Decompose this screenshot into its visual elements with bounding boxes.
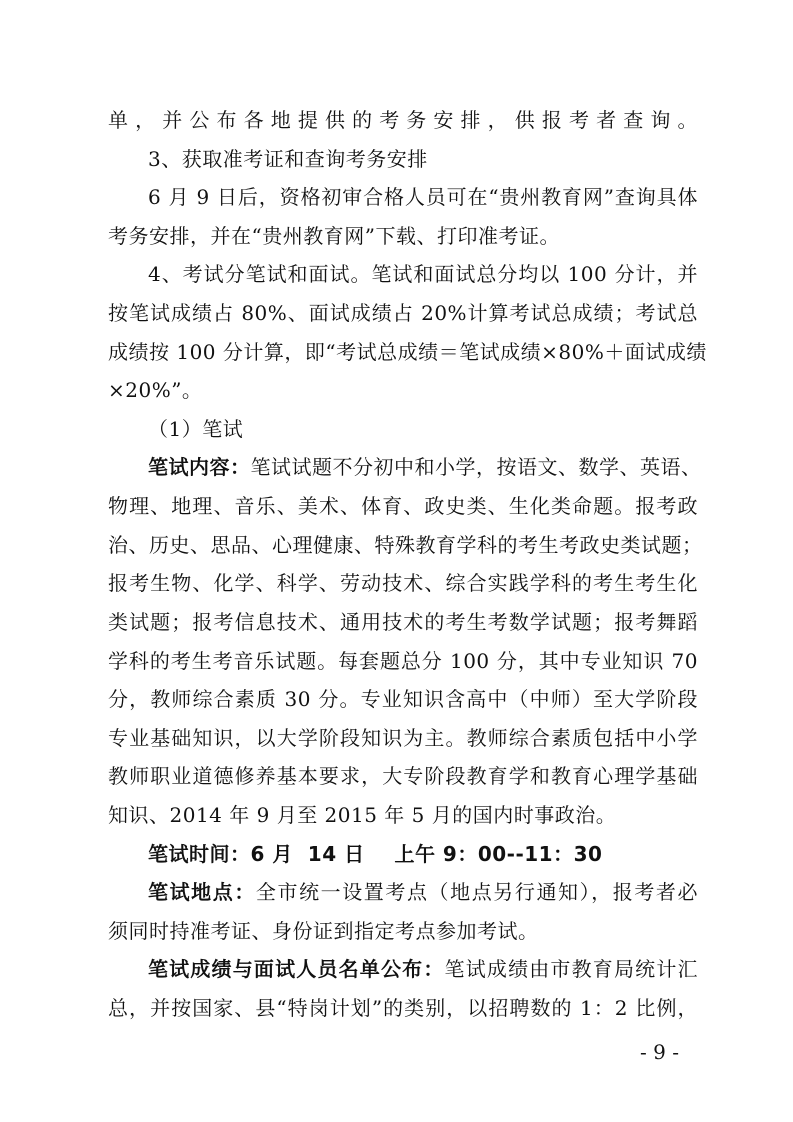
text-line: 成绩按 100 分计算，即“考试总成绩＝笔试成绩×80%＋面试成绩 bbox=[108, 340, 707, 364]
text-line: 分，教师综合素质 30 分。专业知识含高中（中师）至大学阶段 bbox=[108, 687, 698, 711]
text-line: 报考生物、化学、科学、劳动技术、综合实践学科的考生考生化 bbox=[108, 571, 698, 595]
bold-label: 笔试地点： bbox=[148, 880, 256, 904]
text-line: 6 月 9 日后，资格初审合格人员可在“贵州教育网”查询具体 bbox=[148, 185, 698, 209]
text-line: 单，并公布各地提供的考务安排，供报考者查询。 bbox=[108, 108, 698, 132]
text-line: 学科的考生考音乐试题。每套题总分 100 分，其中专业知识 70 bbox=[108, 649, 698, 673]
text-line: 总，并按国家、县“特岗计划”的类别，以招聘数的 1：2 比例， bbox=[108, 996, 698, 1020]
text-line: 按笔试成绩占 80%、面试成绩占 20%计算考试总成绩；考试总 bbox=[108, 301, 698, 325]
text-line: 物理、地理、音乐、美术、体育、政史类、生化类命题。报考政 bbox=[108, 494, 698, 518]
text-line: 知识、2014 年 9 月至 2015 年 5 月的国内时事政治。 bbox=[108, 803, 617, 827]
text-line: 笔试内容：笔试试题不分初中和小学，按语文、数学、英语、 bbox=[148, 455, 702, 479]
text-line: 类试题；报考信息技术、通用技术的考生考数学试题；报考舞蹈 bbox=[108, 610, 698, 634]
text-line: 教师职业道德修养基本要求，大专阶段教育学和教育心理学基础 bbox=[108, 764, 698, 788]
page-number: - 9 - bbox=[640, 1040, 679, 1064]
bold-label: 笔试时间：6 月 14 日 上午 9：00--11：30 bbox=[148, 842, 603, 866]
bold-label: 笔试内容： bbox=[148, 455, 251, 479]
text-line bbox=[148, 842, 698, 866]
section-heading: 3、获取准考证和查询考务安排 bbox=[148, 147, 428, 171]
text-line: ×20%”。 bbox=[108, 378, 203, 402]
subsection-heading: （1）笔试 bbox=[148, 417, 244, 441]
text-line: 考务安排，并在“贵州教育网”下载、打印准考证。 bbox=[108, 224, 560, 248]
text-line: 4、考试分笔试和面试。笔试和面试总分均以 100 分计，并 bbox=[148, 262, 698, 286]
text-line: 须同时持准考证、身份证到指定考点参加考试。 bbox=[108, 919, 539, 943]
bold-label: 笔试成绩与面试人员名单公布： bbox=[148, 957, 445, 981]
text-line: 治、历史、思品、心理健康、特殊教育学科的考生考政史类试题； bbox=[108, 533, 703, 557]
text-line: 笔试地点：全市统一设置考点（地点另行通知），报考者必 bbox=[148, 880, 699, 904]
text-line: 笔试成绩与面试人员名单公布：笔试成绩由市教育局统计汇 bbox=[148, 957, 699, 981]
text-line: 专业基础知识，以大学阶段知识为主。教师综合素质包括中小学 bbox=[108, 726, 698, 750]
